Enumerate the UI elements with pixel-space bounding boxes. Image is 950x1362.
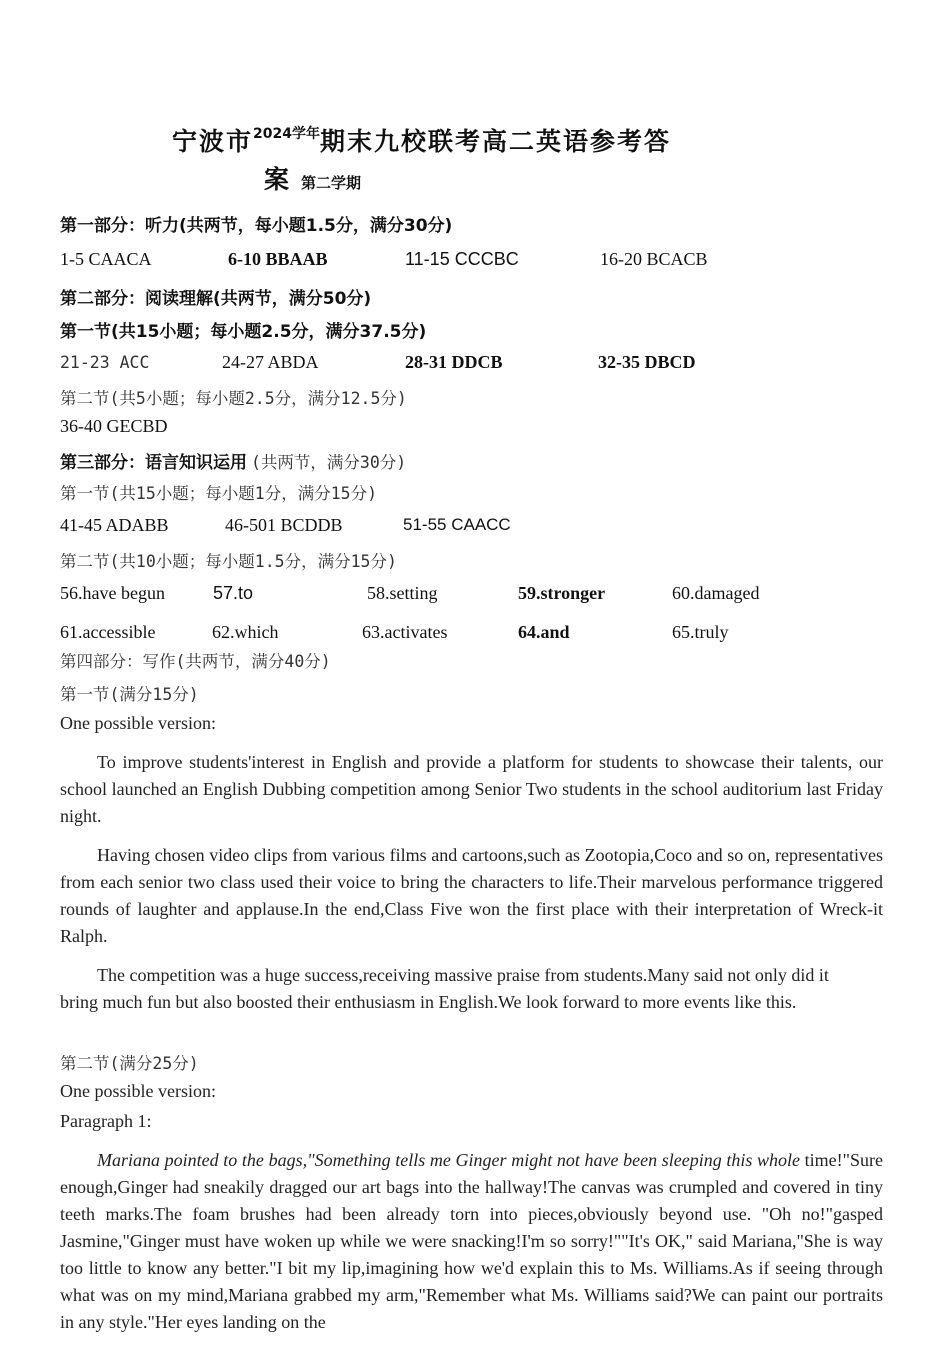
title-main: 期末九校联考高二英语参考答 (319, 127, 671, 156)
title-year: 2024学年 (253, 126, 320, 142)
answer-1-5: 1-5 CAACA (60, 249, 152, 269)
answer-61: 61.accessible (60, 622, 156, 642)
answer-65: 65.truly (672, 622, 729, 642)
answer-57: 57.to (213, 583, 254, 603)
part4-section2-heading: 第二节(满分25分) (60, 1054, 199, 1073)
answer-6-10: 6-10 BBAAB (228, 249, 328, 269)
answer-46-50: 46-501 BCDDB (225, 515, 343, 535)
answer-32-35: 32-35 DBCD (598, 352, 696, 372)
part4-section1-heading: 第一节(满分15分) (60, 685, 199, 704)
title-term: 第二学期 (301, 174, 362, 192)
answer-28-31: 28-31 DDCB (405, 352, 503, 372)
answer-41-45: 41-45 ADABB (60, 515, 169, 535)
document-title (172, 122, 671, 158)
answer-63: 63.activates (362, 622, 448, 642)
part3-section1-heading: 第一节(共15小题；每小题1分，满分15分) (60, 484, 378, 503)
essay1-paragraph-2: Having chosen video clips from various films and cartoons,such as Zootopia,Coco and so on, representatives from each senior two class used their voice to bring the characters to life.Their marvelous performance triggered rounds of laughter and applause.In the end,Class Five won the first place with their interpretation of Wreck-it Ralph. (60, 845, 883, 946)
essay2-body: time!"Sure enough,Ginger had sneakily dragged our art bags into the hallway!The canvas was crumpled and covered in tiny teeth marks.The foam brushes had been already torn into pieces,obviously beyond use. "Oh no!"gasped Jasmine,"Ginger must have woken up while we were snacking!I'm so sorry!""It's OK," said Mariana,"She is way too little to know any better."I bit my lip,imagining how we'd explain this to Ms. Williams.As if seeing through what was on my mind,Mariana grabbed my arm,"Remember what Ms. Williams said?We can paint our portraits in any style."Her eyes landing on the (60, 1150, 883, 1332)
essay1-paragraph-3: The competition was a huge success,receiving massive praise from students.Many said not only did it bring much fun but also boosted their enthusiasm in English.We look forward to more events like this. (60, 965, 829, 1012)
answer-51-55: 51-55 CAACC (403, 515, 511, 534)
part2-section1-heading: 第一节(共15小题；每小题2.5分，满分37.5分) (60, 322, 427, 342)
part3-heading-note: (共两节，满分30分) (251, 453, 407, 472)
document-title-line2 (264, 160, 361, 196)
part1-heading: 第一部分：听力(共两节，每小题1.5分，满分30分) (60, 216, 453, 236)
part2-heading: 第二部分：阅读理解(共两节，满分50分) (60, 289, 372, 309)
answer-60: 60.damaged (672, 583, 760, 603)
answer-24-27: 24-27 ABDA (222, 352, 319, 372)
title-line2: 案 (264, 165, 290, 194)
answer-58: 58.setting (367, 583, 438, 603)
part2-section2-heading: 第二节(共5小题；每小题2.5分，满分12.5分) (60, 389, 407, 408)
answer-36-40: 36-40 GECBD (60, 416, 168, 436)
answer-21-23: 21-23 ACC (60, 353, 150, 372)
essay2-italic-opening: Mariana pointed to the bags,"Something tells me Ginger might not have been sleeping this whole (97, 1150, 801, 1170)
title-city: 宁波市 (172, 127, 254, 156)
paragraph-label: Paragraph 1: (60, 1111, 152, 1131)
part4-heading: 第四部分：写作(共两节，满分40分) (60, 652, 331, 671)
version-label-2: One possible version: (60, 1081, 216, 1101)
essay2-paragraph-1 (60, 1147, 883, 1362)
answer-64: 64.and (518, 622, 570, 642)
answer-59: 59.stronger (518, 583, 606, 603)
answer-16-20: 16-20 BCACB (600, 249, 708, 269)
answer-62: 62.which (212, 622, 279, 642)
part3-heading: 第三部分：语言知识运用 (60, 453, 247, 473)
essay1-paragraph-1: To improve students'interest in English and provide a platform for students to showcase their talents, our school launched an English Dubbing competition among Senior Two students in the school auditorium last Friday night. (60, 752, 883, 826)
version-label-1: One possible version: (60, 713, 216, 733)
answer-56: 56.have begun (60, 583, 165, 603)
part3-section2-heading: 第二节(共10小题；每小题1.5分，满分15分) (60, 552, 397, 571)
answer-11-15: 11-15 CCCBC (405, 249, 519, 269)
part3-heading-line (60, 448, 406, 473)
